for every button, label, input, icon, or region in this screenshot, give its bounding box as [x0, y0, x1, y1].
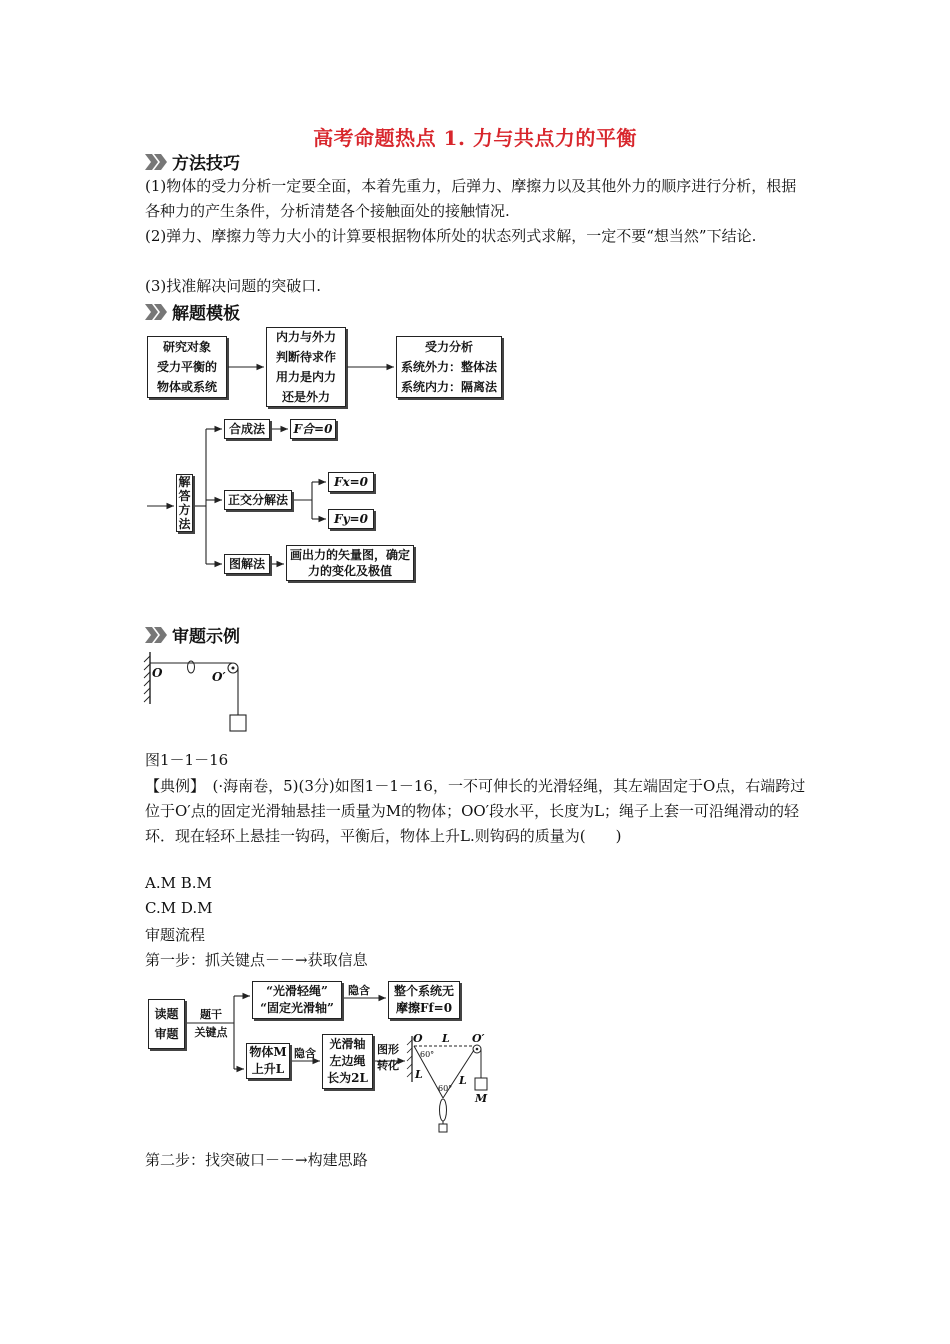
section-example-label: 审题示例 [172, 627, 240, 647]
box-line: F合=0 [293, 422, 333, 436]
box-line: 画出力的矢量图，确定 [289, 548, 410, 562]
box-line: 光滑轴 [329, 1037, 366, 1051]
options-line-2: C.M D.M [145, 899, 213, 917]
box-line: 合成法 [228, 422, 265, 436]
box-line: 整个系统无 [393, 984, 454, 998]
methods-paragraph-2: (2)弹力、摩擦力等力大小的计算要根据物体所处的状态列式求解，一定不要“想当然”下结论. [145, 227, 757, 245]
step-2: 第二步：找突破口－－→构建思路 [145, 1151, 368, 1169]
box-line: 长为2L [327, 1071, 368, 1085]
box-line: “固定光滑轴” [260, 1001, 334, 1015]
key-line: 题干 [200, 1008, 222, 1021]
methods-paragraph-1: (1)物体的受力分析一定要全面，本着先重力，后弹力、摩擦力以及其他外力的顺序进行分析，根据各种力的产生条件，分析清楚各个接触面处的接触情况. [145, 177, 797, 220]
box-line: 物体M [249, 1045, 287, 1059]
box-line: 系统内力：隔离法 [400, 380, 497, 394]
review-box-fact2 [246, 1043, 290, 1079]
review-box-result2 [322, 1034, 373, 1089]
review-fig-o: O [413, 1032, 423, 1045]
box-line: 研究对象 [162, 340, 211, 354]
methods-paragraph-3: (3)找准解决问题的突破口. [145, 277, 322, 295]
box-line: Fx=0 [333, 475, 369, 489]
review-convert [375, 1042, 401, 1074]
box-line: 受力分析 [424, 340, 473, 354]
box-line: 读题 [154, 1007, 179, 1021]
box-char: 解 [178, 475, 191, 489]
review-fig-angle2: 60° [438, 1084, 453, 1093]
section-template-label: 解题模板 [172, 304, 240, 324]
box-line: 审题 [154, 1027, 179, 1041]
box-char: 法 [178, 517, 191, 531]
review-implies1: 隐含 [348, 984, 370, 997]
review-fig-m: M [475, 1092, 488, 1105]
box-line: 正交分解法 [227, 493, 288, 507]
review-fig-o-prime: O′ [472, 1032, 485, 1045]
box-line: 用力是内力 [275, 370, 336, 384]
review-fig-l-left: L [415, 1068, 423, 1081]
review-box-read [148, 999, 185, 1049]
box-line: 系统外力：整体法 [400, 360, 497, 374]
box-line: 还是外力 [281, 390, 330, 404]
step-1: 第一步：抓关键点－－→获取信息 [145, 951, 368, 969]
review-fig-angle1: 60° [420, 1050, 435, 1059]
review-key-label [190, 1006, 232, 1042]
example-tag: 【典例】 [145, 777, 198, 795]
review-box-result1 [388, 981, 460, 1019]
box-line: 上升L [251, 1062, 285, 1076]
review-fig-l-right: L [459, 1074, 467, 1087]
box-line: 摩擦Ff=0 [395, 1001, 453, 1015]
convert-line: 转化 [377, 1059, 399, 1072]
figure-label-o-prime: O′ [212, 670, 226, 684]
box-line: 受力平衡的 [156, 360, 217, 374]
box-line: 力的变化及极值 [307, 564, 392, 578]
box-line: 物体或系统 [156, 380, 217, 394]
convert-line: 图形 [377, 1043, 399, 1056]
example-text: (·海南卷，5)(3分)如图1－1－16，一不可伸长的光滑轻绳，其左端固定于O点，右端跨过位于O′点的固定光滑轴悬挂一质量为M的物体；OO′段水平，长度为L；绳子上套一可沿绳滑动的轻环．现在轻环上悬挂一钩码，平衡后，物体上升L.则钩码的质量为( ) [145, 777, 806, 845]
options-line-1: A.M B.M [145, 874, 212, 892]
page-title: 高考命题热点 1. 力与共点力的平衡 [313, 126, 637, 150]
figure-label-o: O [152, 666, 163, 680]
review-flow-title: 审题流程 [145, 926, 206, 944]
box-line: 判断待求作 [275, 350, 336, 364]
figure-caption: 图1－1－16 [145, 751, 229, 769]
box-line: “光滑轻绳” [266, 984, 328, 998]
box-char: 答 [178, 489, 191, 503]
box-line: 图解法 [228, 557, 265, 571]
box-line: 左边绳 [329, 1054, 366, 1068]
review-fig-l-top: L [442, 1032, 450, 1045]
key-line: 关键点 [194, 1026, 228, 1039]
review-box-fact1 [252, 981, 342, 1019]
box-line: Fy=0 [334, 512, 368, 526]
review-implies2: 隐含 [294, 1047, 316, 1060]
section-methods-label: 方法技巧 [172, 154, 240, 174]
box-char: 方 [178, 503, 191, 517]
box-line: 内力与外力 [275, 330, 336, 344]
